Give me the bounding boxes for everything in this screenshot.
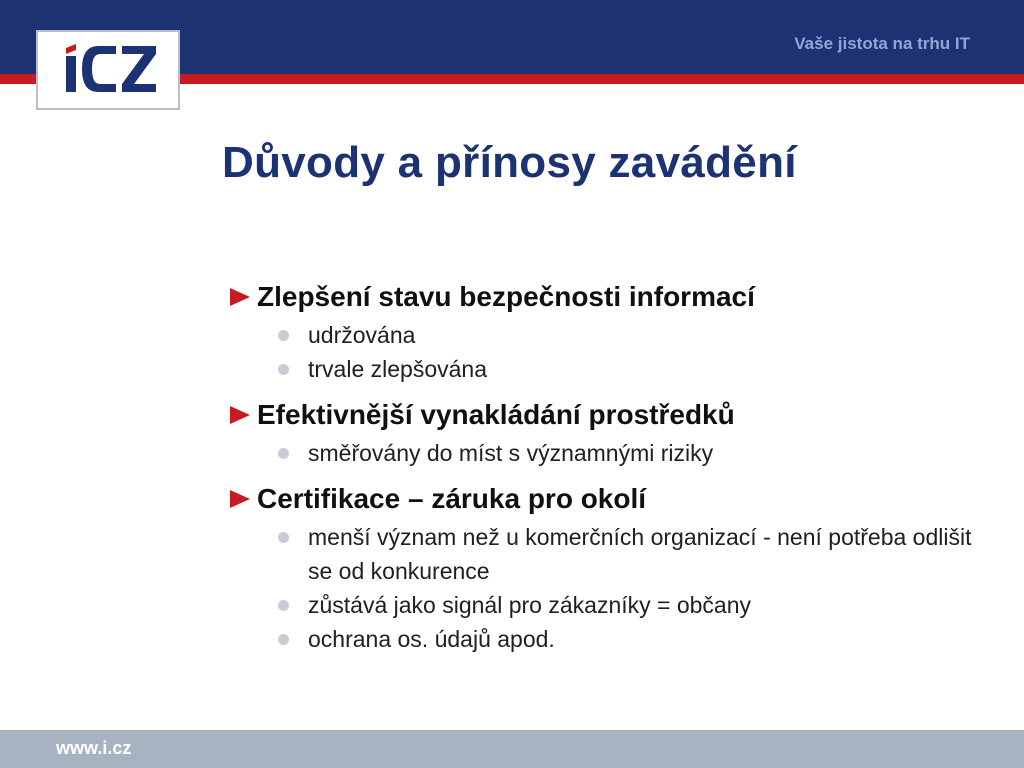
list-item: [226, 588, 988, 622]
section-security: [226, 276, 986, 386]
grey-dot-icon: [278, 364, 289, 375]
list-item-text: trvale zlepšována: [308, 356, 487, 382]
red-arrow-icon: [230, 490, 250, 508]
grey-dot-icon: [278, 532, 289, 543]
list-item: [226, 318, 988, 352]
grey-dot-icon: [278, 448, 289, 459]
list-item-text: směřovány do míst s významnými riziky: [308, 440, 714, 466]
section-heading-row: [226, 478, 986, 520]
list-item: [226, 436, 988, 470]
list-item-text: zůstává jako signál pro zákazníky = občany: [308, 592, 751, 618]
section-heading: Efektivnější vynakládání prostředků: [257, 399, 735, 430]
footer-url[interactable]: www.i.cz: [56, 738, 132, 758]
section-heading: Certifikace – záruka pro okolí: [257, 483, 647, 514]
list-item-text: udržována: [308, 322, 416, 348]
icz-logo-mark: [38, 32, 178, 108]
section-certification: [226, 478, 986, 656]
grey-dot-icon: [278, 330, 289, 341]
slide-content: [226, 276, 986, 664]
grey-dot-icon: [278, 634, 289, 645]
section-heading-row: [226, 394, 986, 436]
sub-list: [226, 436, 986, 470]
slide-title: Důvody a přínosy zavádění: [222, 138, 797, 187]
footer-bar: [0, 730, 1024, 768]
icz-logo: [36, 30, 180, 110]
sub-list: [226, 520, 986, 656]
red-arrow-icon: [230, 288, 250, 306]
list-item: [226, 520, 988, 588]
list-item-text: menší význam než u komerčních organizací - není potřeba odlišit se od konkurence: [308, 524, 972, 584]
red-arrow-icon: [230, 406, 250, 424]
list-item: [226, 352, 988, 386]
grey-dot-icon: [278, 600, 289, 611]
section-heading: Zlepšení stavu bezpečnosti informací: [257, 281, 755, 312]
sub-list: [226, 318, 986, 386]
tagline: Vaše jistota na trhu IT: [794, 34, 970, 53]
list-item-text: ochrana os. údajů apod.: [308, 626, 555, 652]
section-heading-row: [226, 276, 986, 318]
section-efficiency: [226, 394, 986, 470]
list-item: [226, 622, 988, 656]
